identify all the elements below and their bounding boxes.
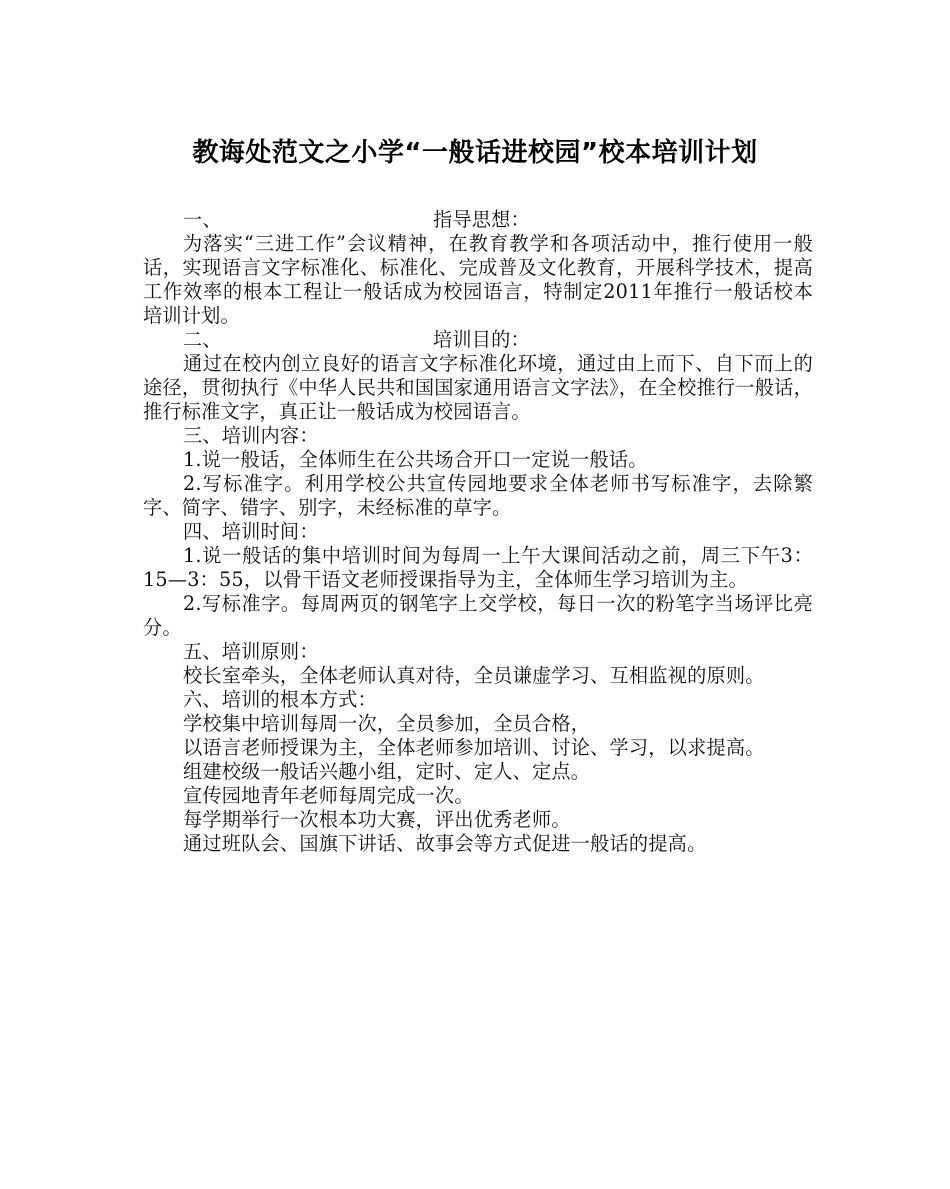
section-title-1: 指导思想：	[433, 208, 530, 231]
paragraph: 学校集中培训每周一次，全员参加，全员合格，	[183, 712, 591, 735]
paragraph: 2.写标准字。每周两页的钢笔字上交学校，每日一次的粉笔字当场评比亮分。	[143, 592, 813, 639]
paragraph: 通过班队会、国旗下讲话、故事会等方式促进一般话的提高。	[183, 832, 707, 855]
paragraph: 每学期举行一次根本功大赛，评出优秀老师。	[183, 808, 571, 831]
paragraph: 2.写标准字。利用学校公共宣传园地要求全体老师书写标准字，去除繁字、简字、错字、别字，未经标准的草字。	[143, 472, 813, 519]
section-title-2: 培训目的：	[433, 328, 530, 351]
document-body	[143, 208, 813, 856]
paragraph: 组建校级一般话兴趣小组，定时、定人、定点。	[183, 760, 591, 783]
section-heading-4: 四、培训时间：	[183, 520, 319, 543]
section-heading-1	[143, 208, 813, 232]
section-heading-5: 五、培训原则：	[183, 640, 319, 663]
paragraph: 1.说一般话的集中培训时间为每周一上午大课间活动之前，周三下午3：15—3：55，以骨干语文老师授课指导为主，全体师生学习培训为主。	[143, 544, 813, 591]
paragraph: 通过在校内创立良好的语言文字标准化环境，通过由上而下、自下而上的途径，贯彻执行《中华人民共和国国家通用语言文字法》，在全校推行一般话，推行标准文字，真正让一般话成为校园语言。	[143, 352, 813, 423]
section-heading-6: 六、培训的根本方式：	[183, 688, 377, 711]
paragraph: 校长室牵头，全体老师认真对待，全员谦虚学习、互相监视的原则。	[183, 664, 765, 687]
paragraph: 以语言老师授课为主，全体老师参加培训、讨论、学习，以求提高。	[183, 736, 765, 759]
section-number-2: 二、	[183, 328, 222, 351]
document-title: 教诲处范文之小学“一般话进校园”校本培训计划	[192, 138, 758, 168]
section-number-1: 一、	[183, 208, 222, 231]
paragraph: 1.说一般话，全体师生在公共场合开口一定说一般话。	[183, 448, 648, 471]
section-heading-3: 三、培训内容：	[183, 424, 319, 447]
section-heading-2	[143, 328, 813, 352]
paragraph: 宣传园地青年老师每周完成一次。	[183, 784, 474, 807]
paragraph: 为落实“三进工作”会议精神，在教育教学和各项活动中，推行使用一般话，实现语言文字标准化、标准化、完成普及文化教育，开展科学技术，提高工作效率的根本工程让一般话成为校园语言，特制定2011年推行一般话校本培训计划。	[143, 232, 813, 327]
